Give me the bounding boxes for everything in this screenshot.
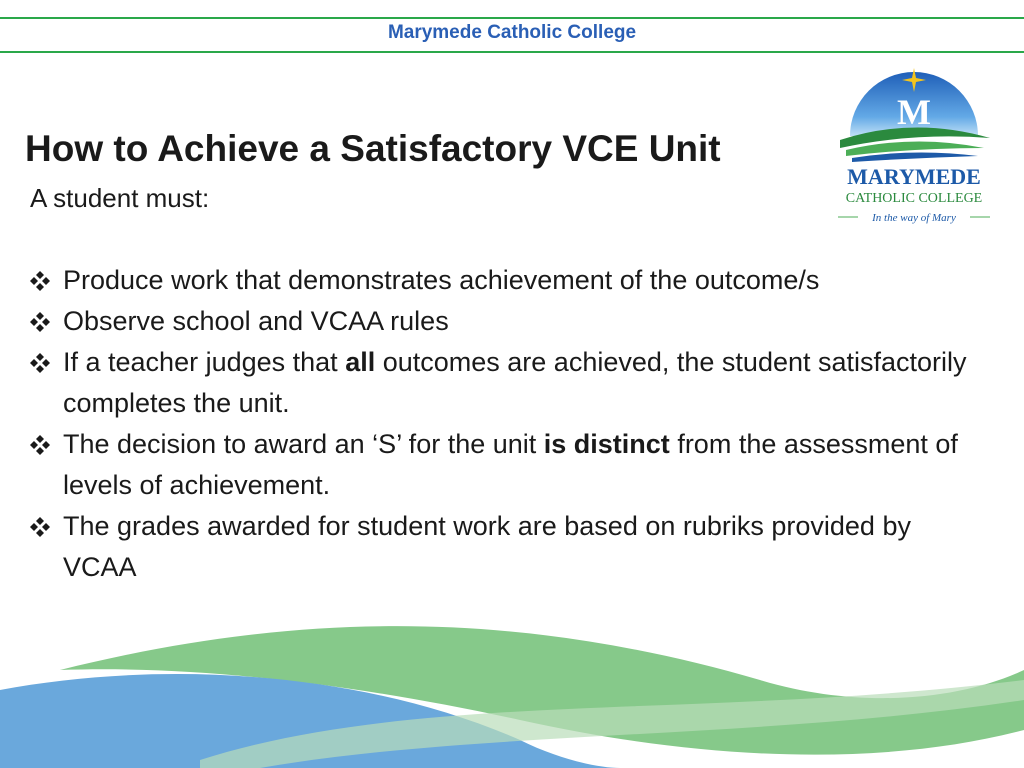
four-diamond-bullet-icon bbox=[25, 352, 55, 374]
bullet-text-pre: The decision to award an ‘S’ for the unit bbox=[63, 429, 544, 459]
logo-name-line2: CATHOLIC COLLEGE bbox=[845, 191, 983, 206]
bullet-text-pre: If a teacher judges that bbox=[63, 347, 346, 377]
decorative-waves bbox=[0, 610, 1024, 768]
bullet-item bbox=[25, 301, 985, 342]
college-logo bbox=[828, 58, 1000, 228]
four-diamond-bullet-icon bbox=[25, 270, 55, 292]
bullet-text: Produce work that demonstrates achievement of the outcome/s bbox=[63, 265, 820, 295]
logo-motto: In the way of Mary bbox=[872, 212, 956, 224]
bullet-item bbox=[25, 342, 985, 424]
bullet-item bbox=[25, 424, 985, 506]
bullet-text: Observe school and VCAA rules bbox=[63, 306, 449, 336]
bullet-item bbox=[25, 506, 985, 588]
bullet-text-bold: all bbox=[345, 347, 376, 377]
logo-name-line1: MARYMEDE bbox=[847, 164, 981, 189]
bullet-text-bold: is distinct bbox=[543, 429, 670, 459]
bullet-text-post: outcomes are achieved, the student satisfactorily completes the unit. bbox=[63, 347, 967, 418]
bullet-item bbox=[25, 260, 985, 301]
bullet-text: The grades awarded for student work are based on rubriks provided by VCAA bbox=[63, 511, 911, 582]
header-title: Marymede Catholic College bbox=[387, 22, 637, 43]
logo-monogram: M bbox=[897, 92, 931, 132]
bullet-list bbox=[25, 260, 985, 588]
four-diamond-bullet-icon bbox=[25, 434, 55, 456]
slide-subtitle: A student must: bbox=[30, 183, 210, 213]
slide-title: How to Achieve a Satisfactory VCE Unit bbox=[25, 128, 721, 169]
bullet-text-post: from the assessment of levels of achievement. bbox=[63, 429, 958, 500]
four-diamond-bullet-icon bbox=[25, 516, 55, 538]
four-diamond-bullet-icon bbox=[25, 311, 55, 333]
